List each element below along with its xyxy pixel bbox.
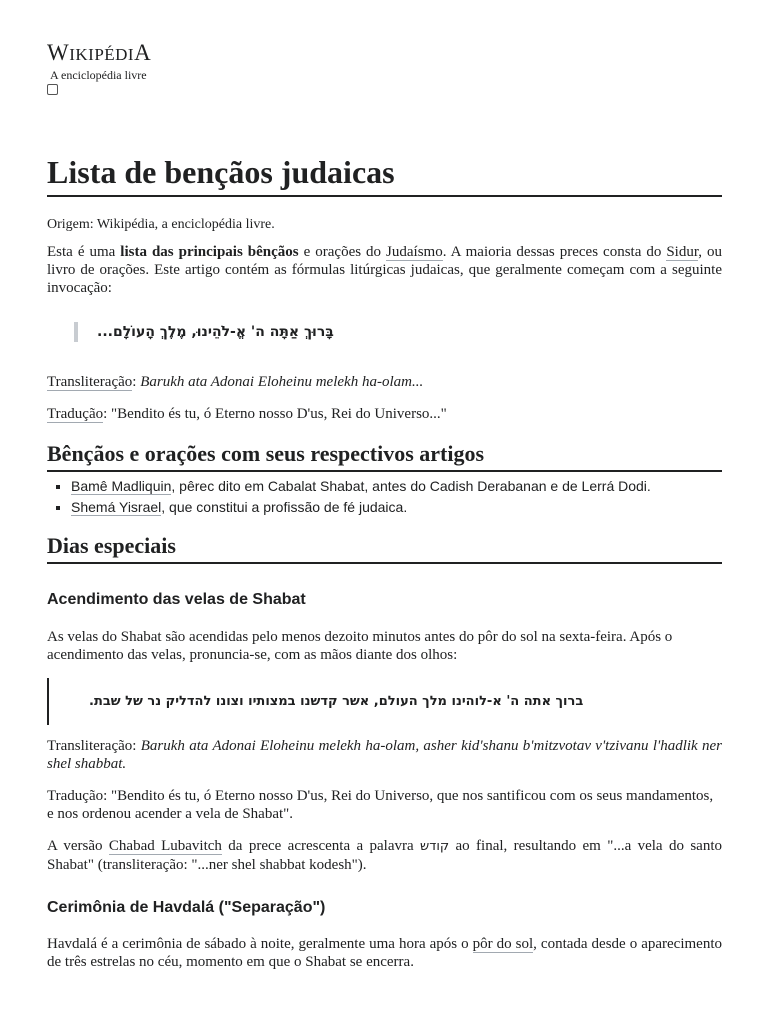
site-subtitle: Origem: Wikipédia, a enciclopédia livre.: [47, 217, 275, 232]
page-title: Lista de bençãos judaicas: [47, 150, 722, 197]
wordmark: WIKIPÉDIA: [47, 40, 152, 65]
link-judaismo[interactable]: Judaísmo: [386, 244, 443, 260]
link-traducao[interactable]: Tradução: [47, 406, 104, 422]
havdala-paragraph: Havdalá é a cerimônia de sábado à noite, geralmente uma hora após o pôr do sol, contada desde o aparecimento de três estrelas no céu, momento em que o Shabat se encerra.: [47, 936, 723, 970]
section-heading-bencaos: Bênçãos e orações com seus respectivos artigos: [47, 440, 722, 472]
link-sidur[interactable]: Sidur: [666, 244, 699, 260]
translation-line: Tradução: "Bendito és tu, ó Eterno nosso D'us, Rei do Universo...": [47, 406, 447, 422]
bencaos-list: [47, 476, 722, 518]
hebrew-word-kodesh: קודש: [420, 839, 450, 854]
link-por-do-sol[interactable]: pôr do sol: [472, 936, 534, 952]
subsection-heading-velas: Acendimento das velas de Shabat: [47, 591, 306, 608]
link-transliteracao[interactable]: Transliteração: [47, 374, 133, 390]
article-content: [47, 150, 722, 971]
invocation-quote: ...בָּרוּךְ אַתָּה ה' אֱ-לֹהֵינוּ, מֶלֶךְ הָעוֹלָם: [74, 322, 722, 342]
link-bame-madliquin[interactable]: Bamê Madliquin: [71, 478, 172, 494]
tagline: A enciclopédia livre: [50, 68, 147, 82]
wikipedia-logo[interactable]: [47, 40, 151, 95]
list-item: ▪ Shemá Yisrael, que constitui a profissão de fé judaica.: [71, 497, 722, 518]
velas-blessing-quote: ברוך אתה ה' א-לוהינו מלך העולם, אשר קדשנו במצותיו וצונו להדליק נר של שבת.: [47, 678, 722, 725]
velas-translation: Tradução: "Bendito és tu, ó Eterno nosso D'us, Rei do Universo, que nos santificou com os seus mandamentos, e nos ordenou acender a vela de Shabat".: [47, 788, 714, 822]
chabad-paragraph: A versão Chabad Lubavitch da prece acrescenta a palavra קודש ao final, resultando em "...a vela do santo Shabat" (transliteração: "...ner shel shabbat kodesh").: [47, 838, 722, 873]
link-chabad-lubavitch[interactable]: Chabad Lubavitch: [108, 838, 222, 854]
list-item: ▪ Bamê Madliquin, pêrec dito em Cabalat Shabat, antes do Cadish Derabanan e de Lerrá Dodi.: [71, 476, 722, 497]
intro-paragraph: Esta é uma lista das principais bênçãos e orações do Judaísmo. A maioria dessas preces consta do Sidur, ou livro de orações. Este artigo contém as fórmulas litúrgicas judaicas, que geralmente começam com a seguinte invocação:: [47, 244, 722, 296]
transliteration-line: Transliteração: Barukh ata Adonai Eloheinu melekh ha-olam...: [47, 374, 424, 390]
velas-transliteration: Transliteração: Barukh ata Adonai Eloheinu melekh ha-olam, asher kid'shanu b'mitzvotav v'tzivanu l'hadlik ner shel shabbat.: [47, 738, 723, 772]
velas-paragraph: As velas do Shabat são acendidas pelo menos dezoito minutos antes do pôr do sol na sexta-feira. Após o acendimento das velas, pronuncia-se, com as mãos diante dos olhos:: [47, 629, 673, 663]
menu-checkbox[interactable]: [47, 84, 58, 95]
link-shema-yisrael[interactable]: Shemá Yisrael: [71, 499, 162, 515]
subsection-heading-havdala: Cerimônia de Havdalá ("Separação"): [47, 899, 326, 916]
section-heading-dias-especiais: Dias especiais: [47, 532, 722, 564]
